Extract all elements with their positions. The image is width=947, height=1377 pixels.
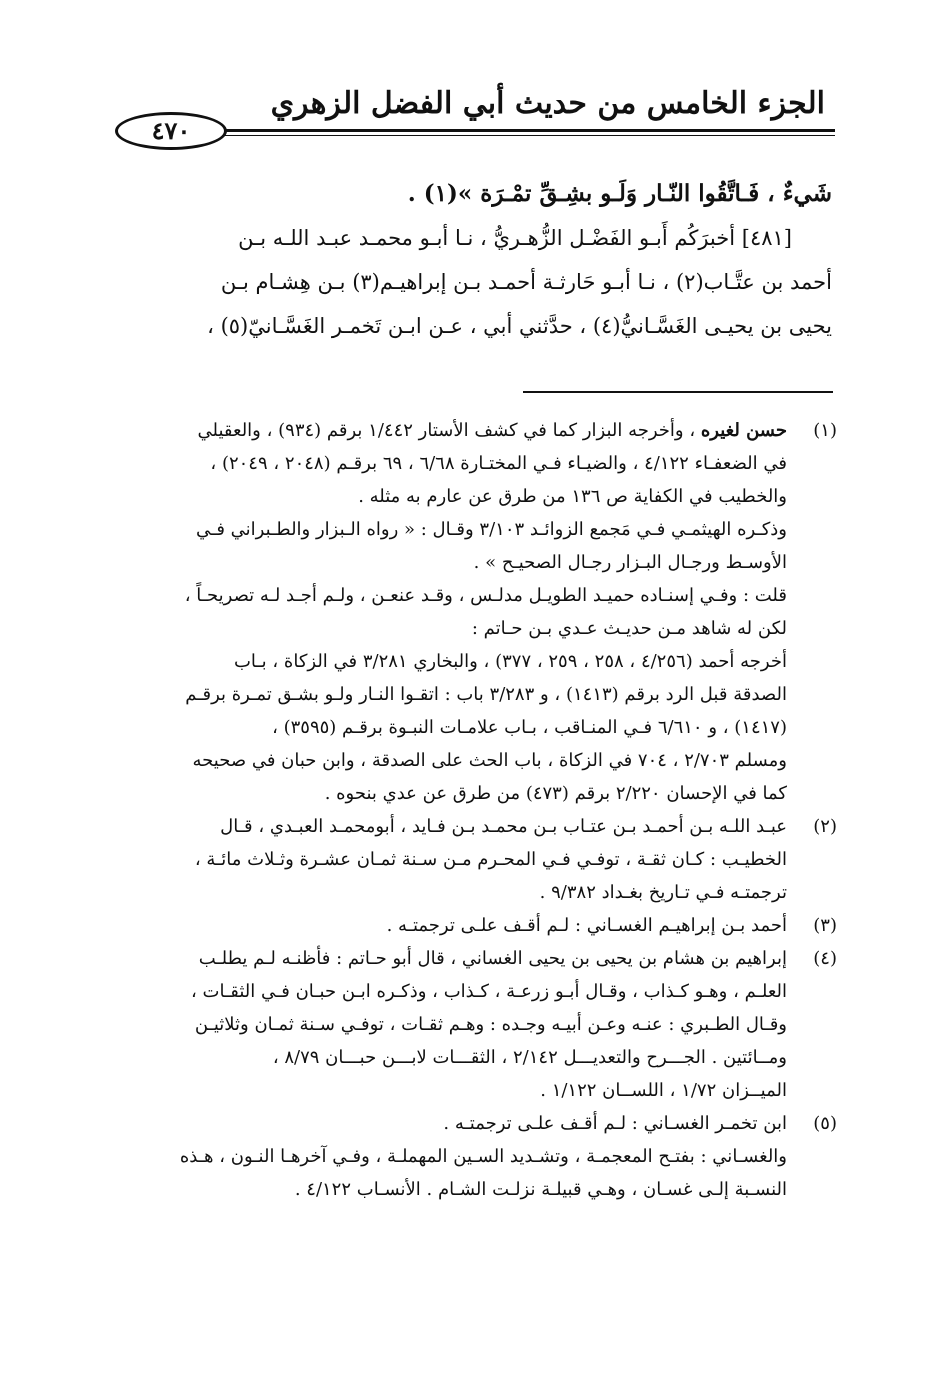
header-rule-thin	[225, 135, 835, 136]
footnote-line: الأوسـط ورجـال البـزار رجـال الصحيـح » .	[473, 552, 787, 573]
footnote-line: إبراهيم بن هشام بن يحيى بن يحيى الغساني ، قال أبو حـاتم : فأظنـه لـم يطلـب	[198, 948, 787, 969]
footnote-number: (٢)	[813, 816, 837, 837]
footnote-line: قلت : وفـي إسنـاده حميـد الطويـل مدلـس ، وقـد عنعـن ، ولـم أجـد لـه تصريحـاً ،	[184, 585, 787, 606]
footnote-line: أخرجه أحمد (٤/٢٥٦ ، ٢٥٨ ، ٢٥٩ ، ٣٧٧) ، والبخاري ٣/٢٨١ في الزكاة ، بـاب	[233, 651, 787, 672]
footnote-body	[112, 909, 787, 942]
footnote-number: (٥)	[813, 1113, 837, 1134]
footnote-line: كما في الإحسان ٢/٢٢٠ برقم (٤٧٣) من طرق عن عدي بنحوه .	[324, 783, 787, 804]
footnote-body	[112, 1107, 787, 1140]
main-line: شَيءٌ ، فَـاتَّقُوا النّـار وَلَـو بشِـقِّ تمْـرَة »(١) .	[407, 180, 832, 207]
footnote-line: الميــزان ١/٧٢ ، اللســان ١/١٢٢ .	[540, 1080, 787, 1101]
footnote-line: العلـم ، وهـو كـذاب ، وقـال أبـو زرعـة ، كـذاب ، وذكـره ابـن حبـان فـي الثقـات ،	[190, 981, 787, 1002]
footnote-line: وقـال الطـبري : عنـه وعـن أبيـه وجـده : وهـم ثقـات ، توفـي سـنة ثمـان وثلاثيـن	[194, 1014, 787, 1035]
footnote-line: الصدقة قبل الرد برقم (١٤١٣) ، و ٣/٢٨٣ باب : اتقـوا النـار ولـو بشـق تمـرة برقـم	[185, 684, 787, 705]
footnote-line: ابن تخمـر الغسـاني : لـم أقـف علـى ترجمتـه .	[443, 1113, 787, 1134]
footnote-lead: حسن لغيره	[700, 420, 787, 441]
footnote-text: ، وأخرجه البزار كما في كشف الأستار ١/٤٤٢ برقم (٩٣٤) ، والعقيلي	[197, 420, 696, 441]
footnote-2	[112, 810, 837, 909]
footnote-line: في الضعفـاء ٤/١٢٢ ، والضيـاء فـي المختـارة ٦/٦٨ ، ٦٩ برقـم (٢٠٤٨ ، ٢٠٤٩) ،	[210, 453, 787, 474]
footnote-line: والخطيب في الكفاية ص ١٣٦ من طرق عن عارم به مثله .	[358, 486, 787, 507]
footnote-line: لكن له شاهد مـن حديـث عـدي بـن حـاتم :	[471, 618, 787, 639]
footnote-body	[112, 942, 787, 1107]
footnote-line: ترجمتـه فـي تـاريخ بغـداد ٩/٣٨٢ .	[539, 882, 787, 903]
footnote-line: ومسلم ٢/٧٠٣ ، ٧٠٤ في الزكاة ، باب الحث على الصدقة ، وابن حبان في صحيحه	[192, 750, 787, 771]
footnotes	[112, 414, 837, 1206]
footnote-body	[112, 810, 787, 909]
page-number: ٤٧٠	[115, 112, 227, 150]
footnote-line: أحمد بـن إبراهيـم الغسـاني : لـم أقـف علـى ترجمتـه .	[386, 915, 787, 936]
main-line: [٤٨١] أخبرَكُم أَبـو الفَضْـل الزُّهـريُّ ، نـا أبـو محمـد عبـد اللـه بـن	[238, 226, 792, 250]
page-header	[115, 82, 835, 152]
footnote-continuation: والغسـاني : بفتـح المعجمـة ، وتشـديد السـين المهملـة ، وفـي آخرهـا النـون ، هـذه	[179, 1146, 787, 1167]
footnote-5	[112, 1107, 837, 1140]
footnote-number: (٤)	[813, 948, 837, 969]
main-line: أحمد بن عتَّـاب(٢) ، نـا أبـو حَارثـة أحمـد بـن إبراهيـم(٣) بـن هِشـام بـن	[220, 270, 832, 294]
footnote-number: (١)	[813, 420, 837, 441]
footnote-line: الخطيـب : كـان ثقـة ، توفـي فـي المحـرم مـن سـنة ثمـان عشـرة وثـلاث مائـة ،	[194, 849, 787, 870]
footnote-continuation: النسـبة إلـى غسـان ، وهـي قبيلـة نزلـت الشـام . الأنسـاب ٤/١٢٢ .	[294, 1179, 787, 1200]
header-rule	[225, 129, 835, 132]
footnote-number: (٣)	[813, 915, 837, 936]
main-line: يحيى بن يحيـى الغَسَّـانيُّ(٤) ، حدَّثني أبي ، عـن ابـن تَخمـر الغَسَّـانيّ(٥) ،	[207, 314, 832, 338]
footnote-4	[112, 942, 837, 1107]
footnote-line	[112, 414, 787, 447]
footnote-body	[112, 414, 787, 810]
main-text	[120, 172, 832, 348]
footnote-line: وذكـره الهيثمـي فـي مَجمع الزوائـد ٣/١٠٣ وقـال : « رواه الـبزار والطـبراني فـي	[196, 519, 787, 540]
footnote-line: ومــائتين . الجـــرح والتعديـــل ٢/١٤٢ ، الثقـــات لابـــن حبـــان ٨/٧٩ ،	[272, 1047, 787, 1068]
header-title: الجزء الخامس من حديث أبي الفضل الزهري	[270, 86, 825, 121]
footnote-3	[112, 909, 837, 942]
footnote-1	[112, 414, 837, 810]
footnote-separator	[523, 391, 833, 393]
footnote-line: (١٤١٧) ، و ٦/٦١٠ فـي المنـاقب ، بـاب علامـات النبـوة برقـم (٣٥٩٥) ،	[272, 717, 787, 738]
footnote-line: عبـد اللـه بـن أحمـد بـن عتـاب بـن محمـد بـن فـايد ، أبومحمـد العبـدي ، قـال	[220, 816, 787, 837]
